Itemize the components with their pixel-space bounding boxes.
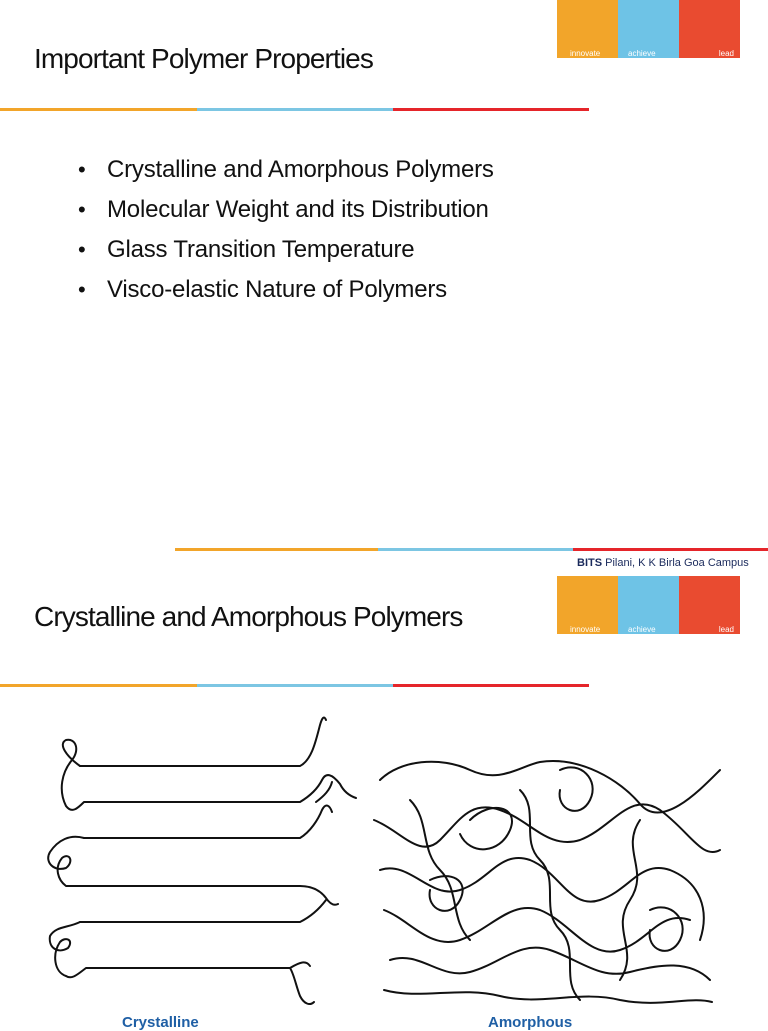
- bullet-dot-icon: •: [78, 157, 86, 182]
- logo-label-achieve: achieve: [628, 625, 656, 634]
- title-divider: [0, 684, 589, 687]
- list-item: • Crystalline and Amorphous Polymers: [78, 150, 494, 190]
- logo-innovate-achieve-lead: [557, 576, 740, 634]
- logo-label-achieve: achieve: [628, 49, 656, 58]
- slide-title: Important Polymer Properties: [34, 43, 373, 74]
- footer-campus: [577, 557, 749, 569]
- footer-brand: BITS: [577, 557, 603, 569]
- logo-label-innovate: innovate: [570, 625, 601, 634]
- list-item: • Molecular Weight and its Distribution: [78, 190, 494, 230]
- slide-title: Crystalline and Amorphous Polymers: [34, 601, 463, 632]
- bullet-dot-icon: •: [78, 197, 86, 222]
- crystalline-chain-illustration: [48, 718, 356, 1004]
- logo-label-lead: lead: [718, 49, 734, 58]
- caption-crystalline: Crystalline: [122, 1014, 199, 1031]
- bullet-list: [78, 150, 494, 310]
- list-item: • Visco-elastic Nature of Polymers: [78, 270, 494, 310]
- amorphous-chain-illustration: [374, 761, 720, 1003]
- bullet-dot-icon: •: [78, 277, 86, 302]
- footer-divider: [175, 548, 768, 551]
- title-divider: [0, 108, 589, 111]
- logo-label-lead: lead: [718, 625, 734, 634]
- caption-amorphous: Amorphous: [488, 1014, 573, 1031]
- list-item: • Glass Transition Temperature: [78, 230, 494, 270]
- bullet-dot-icon: •: [78, 237, 86, 262]
- logo-innovate-achieve-lead: [557, 0, 740, 58]
- logo-label-innovate: innovate: [570, 49, 601, 58]
- footer-campus-text: Pilani, K K Birla Goa Campus: [602, 557, 749, 569]
- polymer-structure-diagram: [0, 710, 768, 1010]
